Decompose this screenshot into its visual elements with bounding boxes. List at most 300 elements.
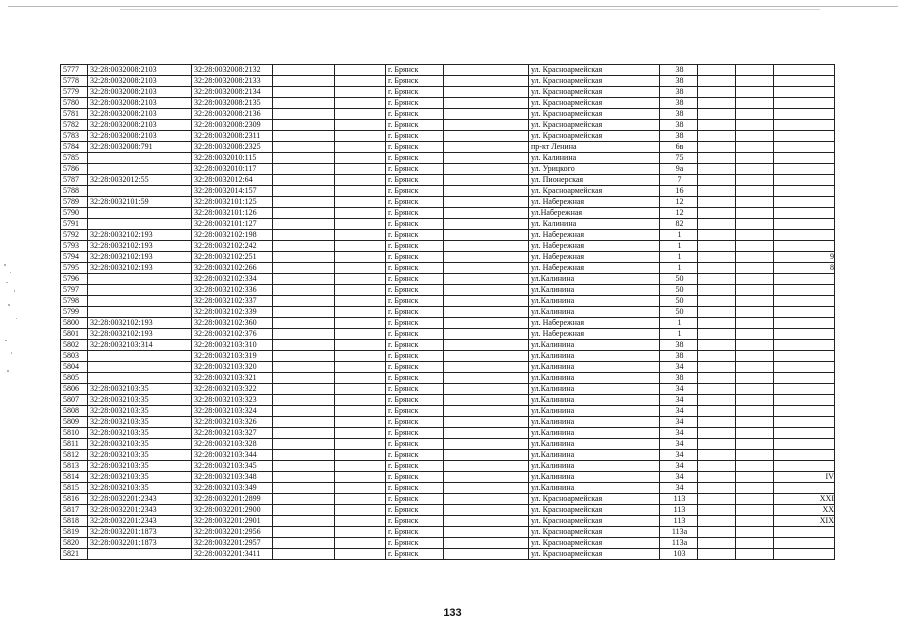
empty-cell — [736, 318, 774, 329]
premises-note-cell: 8 — [774, 263, 835, 274]
empty-cell — [335, 87, 386, 98]
empty-cell — [698, 351, 736, 362]
row-number-cell: 5801 — [61, 329, 88, 340]
row-number-cell: 5802 — [61, 340, 88, 351]
empty-cell — [273, 153, 335, 164]
parent-cadastral-number-cell: 32:28:0032201:2343 — [88, 516, 192, 527]
empty-cell — [736, 109, 774, 120]
house-number-cell: 12 — [660, 197, 698, 208]
row-number-cell: 5782 — [61, 120, 88, 131]
house-number-cell: 50 — [660, 296, 698, 307]
table-row — [61, 186, 835, 197]
empty-cell — [335, 450, 386, 461]
empty-cell — [335, 241, 386, 252]
empty-cell — [273, 329, 335, 340]
row-number-cell: 5789 — [61, 197, 88, 208]
parent-cadastral-number-cell: 32:28:0032008:2103 — [88, 109, 192, 120]
table-row — [61, 164, 835, 175]
premises-note-cell — [774, 153, 835, 164]
house-number-cell: 1 — [660, 329, 698, 340]
row-number-cell: 5818 — [61, 516, 88, 527]
table-row — [61, 131, 835, 142]
row-number-cell: 5804 — [61, 362, 88, 373]
cadastral-number-cell: 32:28:0032102:360 — [192, 318, 273, 329]
premises-note-cell — [774, 538, 835, 549]
city-cell: г. Брянск — [386, 98, 444, 109]
row-number-cell: 5809 — [61, 417, 88, 428]
parent-cadastral-number-cell — [88, 219, 192, 230]
table-row — [61, 285, 835, 296]
empty-cell — [698, 263, 736, 274]
table-row — [61, 252, 835, 263]
empty-cell — [698, 527, 736, 538]
cadastral-number-cell: 32:28:0032201:3411 — [192, 549, 273, 560]
parent-cadastral-number-cell — [88, 362, 192, 373]
row-number-cell: 5797 — [61, 285, 88, 296]
house-number-cell: 1 — [660, 241, 698, 252]
empty-cell — [444, 65, 529, 76]
empty-cell — [273, 461, 335, 472]
row-number-cell: 5800 — [61, 318, 88, 329]
empty-cell — [736, 241, 774, 252]
row-number-cell: 5799 — [61, 307, 88, 318]
premises-note-cell — [774, 230, 835, 241]
empty-cell — [736, 164, 774, 175]
empty-cell — [273, 439, 335, 450]
empty-cell — [444, 428, 529, 439]
empty-cell — [736, 351, 774, 362]
cadastral-number-cell: 32:28:0032103:321 — [192, 373, 273, 384]
house-number-cell: 34 — [660, 461, 698, 472]
empty-cell — [444, 329, 529, 340]
empty-cell — [698, 285, 736, 296]
premises-note-cell — [774, 98, 835, 109]
empty-cell — [444, 142, 529, 153]
empty-cell — [736, 186, 774, 197]
city-cell: г. Брянск — [386, 120, 444, 131]
row-number-cell: 5783 — [61, 131, 88, 142]
premises-note-cell — [774, 329, 835, 340]
empty-cell — [273, 373, 335, 384]
street-cell: ул.Калинина — [529, 373, 660, 384]
empty-cell — [273, 164, 335, 175]
house-number-cell: 113а — [660, 527, 698, 538]
street-cell: ул.Калинина — [529, 472, 660, 483]
table-row — [61, 494, 835, 505]
city-cell: г. Брянск — [386, 263, 444, 274]
empty-cell — [698, 208, 736, 219]
empty-cell — [444, 186, 529, 197]
empty-cell — [335, 549, 386, 560]
premises-note-cell: XX — [774, 505, 835, 516]
empty-cell — [698, 98, 736, 109]
street-cell: ул. Красноармейская — [529, 538, 660, 549]
empty-cell — [273, 98, 335, 109]
empty-cell — [335, 395, 386, 406]
street-cell: ул. Красноармейская — [529, 527, 660, 538]
street-cell: ул. Набережная — [529, 329, 660, 340]
empty-cell — [335, 505, 386, 516]
empty-cell — [698, 329, 736, 340]
table-row — [61, 318, 835, 329]
cadastral-number-cell: 32:28:0032103:349 — [192, 483, 273, 494]
cadastral-number-cell: 32:28:0032008:2325 — [192, 142, 273, 153]
empty-cell — [736, 527, 774, 538]
cadastral-number-cell: 32:28:0032008:2309 — [192, 120, 273, 131]
street-cell: ул.Набережная — [529, 208, 660, 219]
premises-note-cell — [774, 131, 835, 142]
cadastral-number-cell: 32:28:0032008:2135 — [192, 98, 273, 109]
empty-cell — [736, 384, 774, 395]
empty-cell — [335, 527, 386, 538]
empty-cell — [335, 417, 386, 428]
cadastral-number-cell: 32:28:0032010:117 — [192, 164, 273, 175]
street-cell: ул.Калинина — [529, 351, 660, 362]
empty-cell — [736, 76, 774, 87]
empty-cell — [444, 373, 529, 384]
empty-cell — [736, 131, 774, 142]
empty-cell — [273, 197, 335, 208]
empty-cell — [273, 252, 335, 263]
cadastral-number-cell: 32:28:0032102:337 — [192, 296, 273, 307]
table-row — [61, 76, 835, 87]
premises-note-cell — [774, 450, 835, 461]
street-cell: ул. Красноармейская — [529, 505, 660, 516]
scan-noise — [2, 260, 22, 390]
cadastral-number-cell: 32:28:0032201:2900 — [192, 505, 273, 516]
city-cell: г. Брянск — [386, 472, 444, 483]
house-number-cell: 34 — [660, 406, 698, 417]
premises-note-cell — [774, 120, 835, 131]
empty-cell — [273, 494, 335, 505]
table-row — [61, 120, 835, 131]
empty-cell — [698, 76, 736, 87]
row-number-cell: 5794 — [61, 252, 88, 263]
empty-cell — [736, 296, 774, 307]
street-cell: ул.Калинина — [529, 307, 660, 318]
parent-cadastral-number-cell: 32:28:0032103:35 — [88, 439, 192, 450]
cadastral-number-cell: 32:28:0032103:345 — [192, 461, 273, 472]
empty-cell — [273, 516, 335, 527]
parent-cadastral-number-cell: 32:28:0032201:1873 — [88, 538, 192, 549]
empty-cell — [273, 120, 335, 131]
cadastral-number-cell: 32:28:0032010:115 — [192, 153, 273, 164]
empty-cell — [698, 65, 736, 76]
parent-cadastral-number-cell — [88, 307, 192, 318]
city-cell: г. Брянск — [386, 461, 444, 472]
cadastral-number-cell: 32:28:0032101:127 — [192, 219, 273, 230]
table-row — [61, 274, 835, 285]
parent-cadastral-number-cell: 32:28:0032201:2343 — [88, 494, 192, 505]
empty-cell — [444, 516, 529, 527]
empty-cell — [698, 120, 736, 131]
empty-cell — [335, 318, 386, 329]
parent-cadastral-number-cell: 32:28:0032201:2343 — [88, 505, 192, 516]
house-number-cell: 113 — [660, 494, 698, 505]
city-cell: г. Брянск — [386, 318, 444, 329]
street-cell: ул. Красноармейская — [529, 98, 660, 109]
empty-cell — [335, 175, 386, 186]
empty-cell — [698, 384, 736, 395]
empty-cell — [736, 87, 774, 98]
street-cell: ул.Калинина — [529, 417, 660, 428]
empty-cell — [335, 285, 386, 296]
empty-cell — [736, 230, 774, 241]
street-cell: ул.Калинина — [529, 274, 660, 285]
empty-cell — [698, 428, 736, 439]
house-number-cell: 113а — [660, 538, 698, 549]
empty-cell — [736, 406, 774, 417]
empty-cell — [444, 120, 529, 131]
street-cell: ул. Красноармейская — [529, 516, 660, 527]
cadastral-number-cell: 32:28:0032008:2311 — [192, 131, 273, 142]
table-row — [61, 153, 835, 164]
empty-cell — [698, 516, 736, 527]
house-number-cell: 1 — [660, 252, 698, 263]
parent-cadastral-number-cell — [88, 351, 192, 362]
premises-note-cell — [774, 241, 835, 252]
cadastral-number-cell: 32:28:0032103:326 — [192, 417, 273, 428]
empty-cell — [698, 197, 736, 208]
cadastral-number-cell: 32:28:0032102:198 — [192, 230, 273, 241]
premises-note-cell — [774, 76, 835, 87]
street-cell: ул. Набережная — [529, 241, 660, 252]
street-cell: ул.Калинина — [529, 395, 660, 406]
cadastral-number-cell: 32:28:0032103:320 — [192, 362, 273, 373]
street-cell: ул.Калинина — [529, 461, 660, 472]
premises-note-cell — [774, 208, 835, 219]
scan-edge-line — [120, 9, 820, 10]
row-number-cell: 5821 — [61, 549, 88, 560]
cadastral-number-cell: 32:28:0032201:2956 — [192, 527, 273, 538]
premises-note-cell — [774, 219, 835, 230]
empty-cell — [736, 197, 774, 208]
empty-cell — [698, 417, 736, 428]
empty-cell — [444, 538, 529, 549]
city-cell: г. Брянск — [386, 505, 444, 516]
empty-cell — [335, 340, 386, 351]
empty-cell — [273, 483, 335, 494]
empty-cell — [698, 131, 736, 142]
empty-cell — [335, 384, 386, 395]
empty-cell — [698, 406, 736, 417]
street-cell: ул.Калинина — [529, 428, 660, 439]
empty-cell — [736, 395, 774, 406]
empty-cell — [736, 120, 774, 131]
street-cell: ул. Набережная — [529, 230, 660, 241]
table-row — [61, 549, 835, 560]
table-row — [61, 296, 835, 307]
empty-cell — [273, 274, 335, 285]
table-row — [61, 87, 835, 98]
empty-cell — [736, 516, 774, 527]
parent-cadastral-number-cell: 32:28:0032103:35 — [88, 417, 192, 428]
empty-cell — [273, 450, 335, 461]
empty-cell — [736, 252, 774, 263]
parent-cadastral-number-cell: 32:28:0032008:2103 — [88, 76, 192, 87]
house-number-cell: 16 — [660, 186, 698, 197]
empty-cell — [273, 109, 335, 120]
house-number-cell: 113 — [660, 516, 698, 527]
city-cell: г. Брянск — [386, 450, 444, 461]
empty-cell — [698, 362, 736, 373]
empty-cell — [444, 263, 529, 274]
street-cell: ул.Калинина — [529, 285, 660, 296]
empty-cell — [698, 175, 736, 186]
empty-cell — [273, 384, 335, 395]
premises-note-cell — [774, 186, 835, 197]
table-row — [61, 351, 835, 362]
table-row — [61, 65, 835, 76]
empty-cell — [273, 406, 335, 417]
house-number-cell: 34 — [660, 428, 698, 439]
empty-cell — [444, 175, 529, 186]
city-cell: г. Брянск — [386, 340, 444, 351]
empty-cell — [698, 549, 736, 560]
premises-note-cell — [774, 483, 835, 494]
city-cell: г. Брянск — [386, 494, 444, 505]
empty-cell — [335, 483, 386, 494]
cadastral-number-cell: 32:28:0032102:336 — [192, 285, 273, 296]
street-cell: ул. Красноармейская — [529, 549, 660, 560]
city-cell: г. Брянск — [386, 538, 444, 549]
empty-cell — [273, 186, 335, 197]
table-row — [61, 461, 835, 472]
empty-cell — [273, 208, 335, 219]
row-number-cell: 5812 — [61, 450, 88, 461]
empty-cell — [444, 318, 529, 329]
city-cell: г. Брянск — [386, 527, 444, 538]
table-row — [61, 483, 835, 494]
empty-cell — [335, 186, 386, 197]
city-cell: г. Брянск — [386, 142, 444, 153]
city-cell: г. Брянск — [386, 406, 444, 417]
house-number-cell: 9а — [660, 164, 698, 175]
empty-cell — [698, 483, 736, 494]
empty-cell — [444, 153, 529, 164]
empty-cell — [698, 164, 736, 175]
city-cell: г. Брянск — [386, 351, 444, 362]
street-cell: ул. Пионерская — [529, 175, 660, 186]
empty-cell — [444, 505, 529, 516]
parent-cadastral-number-cell: 32:28:0032012:55 — [88, 175, 192, 186]
row-number-cell: 5781 — [61, 109, 88, 120]
street-cell: ул.Калинина — [529, 439, 660, 450]
table-row — [61, 219, 835, 230]
house-number-cell: 6в — [660, 142, 698, 153]
cadastral-number-cell: 32:28:0032201:2899 — [192, 494, 273, 505]
premises-note-cell — [774, 109, 835, 120]
empty-cell — [335, 219, 386, 230]
empty-cell — [273, 87, 335, 98]
empty-cell — [444, 131, 529, 142]
premises-note-cell: 9 — [774, 252, 835, 263]
premises-note-cell — [774, 351, 835, 362]
row-number-cell: 5787 — [61, 175, 88, 186]
empty-cell — [736, 472, 774, 483]
street-cell: пр-кт Ленина — [529, 142, 660, 153]
empty-cell — [736, 450, 774, 461]
row-number-cell: 5808 — [61, 406, 88, 417]
house-number-cell: 38 — [660, 109, 698, 120]
empty-cell — [698, 219, 736, 230]
city-cell: г. Брянск — [386, 373, 444, 384]
table-row — [61, 263, 835, 274]
empty-cell — [736, 439, 774, 450]
empty-cell — [444, 109, 529, 120]
city-cell: г. Брянск — [386, 285, 444, 296]
empty-cell — [444, 417, 529, 428]
house-number-cell: 82 — [660, 219, 698, 230]
row-number-cell: 5795 — [61, 263, 88, 274]
premises-note-cell — [774, 362, 835, 373]
street-cell: ул.Калинина — [529, 340, 660, 351]
empty-cell — [736, 65, 774, 76]
city-cell: г. Брянск — [386, 76, 444, 87]
table-row — [61, 450, 835, 461]
city-cell: г. Брянск — [386, 307, 444, 318]
house-number-cell: 1 — [660, 230, 698, 241]
parent-cadastral-number-cell — [88, 285, 192, 296]
empty-cell — [273, 263, 335, 274]
table-row — [61, 417, 835, 428]
table-row — [61, 109, 835, 120]
empty-cell — [444, 274, 529, 285]
row-number-cell: 5780 — [61, 98, 88, 109]
cadastral-number-cell: 32:28:0032201:2957 — [192, 538, 273, 549]
row-number-cell: 5813 — [61, 461, 88, 472]
premises-note-cell — [774, 428, 835, 439]
empty-cell — [273, 538, 335, 549]
empty-cell — [736, 538, 774, 549]
empty-cell — [335, 494, 386, 505]
empty-cell — [698, 494, 736, 505]
empty-cell — [335, 131, 386, 142]
empty-cell — [736, 549, 774, 560]
city-cell: г. Брянск — [386, 549, 444, 560]
parent-cadastral-number-cell: 32:28:0032008:2103 — [88, 131, 192, 142]
empty-cell — [273, 395, 335, 406]
empty-cell — [698, 142, 736, 153]
cadastral-number-cell: 32:28:0032102:376 — [192, 329, 273, 340]
empty-cell — [444, 252, 529, 263]
row-number-cell: 5784 — [61, 142, 88, 153]
empty-cell — [444, 296, 529, 307]
street-cell: ул. Красноармейская — [529, 120, 660, 131]
empty-cell — [273, 318, 335, 329]
empty-cell — [736, 428, 774, 439]
parent-cadastral-number-cell: 32:28:0032103:35 — [88, 472, 192, 483]
table-row — [61, 428, 835, 439]
empty-cell — [335, 98, 386, 109]
city-cell: г. Брянск — [386, 428, 444, 439]
empty-cell — [736, 175, 774, 186]
premises-note-cell — [774, 406, 835, 417]
empty-cell — [698, 109, 736, 120]
cadastral-number-cell: 32:28:0032103:324 — [192, 406, 273, 417]
premises-note-cell — [774, 296, 835, 307]
empty-cell — [444, 395, 529, 406]
parent-cadastral-number-cell: 32:28:0032102:193 — [88, 318, 192, 329]
table-row — [61, 439, 835, 450]
empty-cell — [698, 296, 736, 307]
row-number-cell: 5785 — [61, 153, 88, 164]
empty-cell — [736, 329, 774, 340]
empty-cell — [273, 241, 335, 252]
empty-cell — [335, 120, 386, 131]
empty-cell — [444, 208, 529, 219]
city-cell: г. Брянск — [386, 384, 444, 395]
